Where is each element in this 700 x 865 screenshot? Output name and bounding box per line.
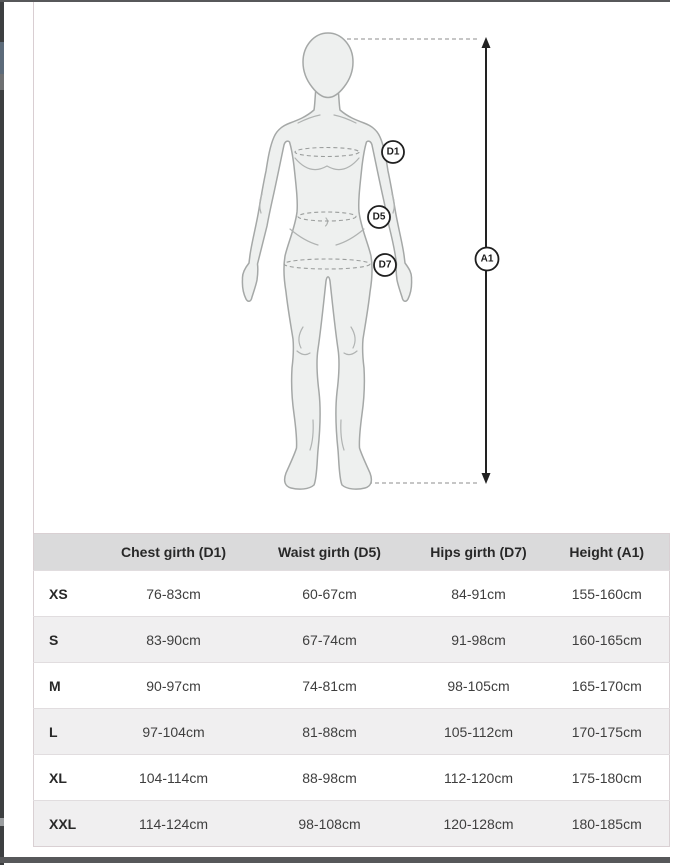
hips-value: 120-128cm [413, 801, 545, 847]
chest-value: 114-124cm [101, 801, 247, 847]
waist-value: 81-88cm [247, 709, 413, 755]
marker-d5-label: D5 [372, 211, 386, 223]
table-row-xl [34, 755, 670, 801]
size-label: XXL [34, 801, 101, 847]
chest-value: 97-104cm [101, 709, 247, 755]
header-hips-girth: Hips girth (D7) [413, 534, 545, 571]
size-label: L [34, 709, 101, 755]
waist-value: 88-98cm [247, 755, 413, 801]
size-label: M [34, 663, 101, 709]
table-row-xxl [34, 801, 670, 847]
head [303, 33, 353, 98]
window-bottom-border [0, 857, 670, 863]
chest-value: 90-97cm [101, 663, 247, 709]
waist-value: 74-81cm [247, 663, 413, 709]
height-value: 160-165cm [545, 617, 670, 663]
marker-d1 [382, 141, 404, 163]
height-value: 175-180cm [545, 755, 670, 801]
arrowhead-up [482, 37, 491, 48]
hips-value: 84-91cm [413, 571, 545, 617]
hips-value: 112-120cm [413, 755, 545, 801]
header-waist-girth: Waist girth (D5) [247, 534, 413, 571]
hips-value: 98-105cm [413, 663, 545, 709]
arrowhead-down [482, 473, 491, 484]
left-edge-accent [0, 818, 4, 826]
height-value: 165-170cm [545, 663, 670, 709]
waist-value: 67-74cm [247, 617, 413, 663]
hips-value: 105-112cm [413, 709, 545, 755]
chest-value: 76-83cm [101, 571, 247, 617]
hips-value: 91-98cm [413, 617, 545, 663]
height-value: 180-185cm [545, 801, 670, 847]
table-row-l [34, 709, 670, 755]
marker-d7 [374, 254, 396, 276]
table-header-row [34, 534, 670, 571]
header-chest-girth: Chest girth (D1) [101, 534, 247, 571]
size-label: XS [34, 571, 101, 617]
table-row-xs [34, 571, 670, 617]
height-value: 170-175cm [545, 709, 670, 755]
marker-a1-label: A1 [480, 253, 494, 265]
header-height: Height (A1) [545, 534, 670, 571]
size-label: XL [34, 755, 101, 801]
table-row-m [34, 663, 670, 709]
chest-value: 104-114cm [101, 755, 247, 801]
table-row-s [34, 617, 670, 663]
marker-d7-label: D7 [378, 259, 392, 271]
marker-d1-label: D1 [386, 146, 400, 158]
waist-value: 60-67cm [247, 571, 413, 617]
size-chart-table [33, 533, 670, 847]
header-size [34, 534, 101, 571]
marker-a1 [476, 248, 499, 271]
height-value: 155-160cm [545, 571, 670, 617]
size-label: S [34, 617, 101, 663]
waist-value: 98-108cm [247, 801, 413, 847]
marker-d5 [368, 206, 390, 228]
chest-value: 83-90cm [101, 617, 247, 663]
